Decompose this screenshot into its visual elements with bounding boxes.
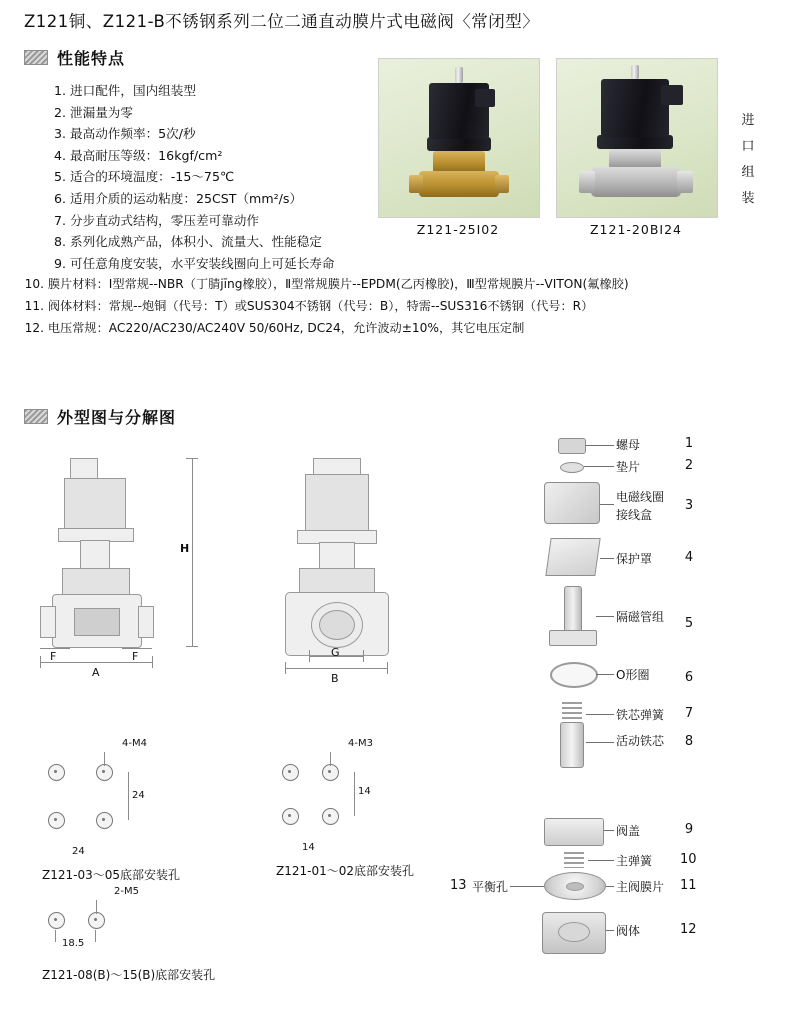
part-graphic-core-spring — [562, 702, 582, 720]
list-item-text: 膜片材料：Ⅰ型常规--NBR（丁腈jīng橡胶），Ⅱ型常规膜片--EPDM(乙丙橡胶)，Ⅲ型常规膜片--VITON(氟橡胶) — [47, 277, 629, 292]
part-label: 螺母 — [616, 438, 641, 452]
list-item-text: 适合的环境温度：-15～75℃ — [70, 169, 235, 185]
list-item-number: 9. — [53, 255, 66, 271]
section-marker-icon — [24, 50, 48, 65]
list-item-text: 分步直动式结构，零压差可靠动作 — [70, 212, 259, 228]
part-number: 9 — [684, 822, 694, 837]
list-item-number: 12. — [24, 320, 44, 335]
part-graphic-nut — [558, 438, 586, 454]
dimension-label-b: B — [331, 672, 339, 685]
outline-drawing-side-view — [40, 450, 270, 700]
part-label-balance-hole: 平衡孔 — [472, 880, 509, 894]
list-item-number: 8. — [53, 234, 66, 250]
photo-side-note: 进口组装 — [741, 113, 757, 206]
list-item-text: 电压常规：AC220/AC230/AC240V 50/60Hz, DC24，允许波动±10%，其它电压定制 — [47, 320, 525, 335]
list-item-text: 泄漏量为零 — [70, 104, 133, 120]
part-graphic-tube-plate — [549, 630, 597, 646]
photo-caption: Z121-20BⅠ24 — [589, 222, 682, 237]
section-title: 性能特点 — [57, 49, 126, 68]
part-graphic-washer — [560, 462, 584, 473]
list-item-text: 适用介质的运动粘度：25CST（mm²/s） — [70, 190, 303, 206]
part-label: 主弹簧 — [616, 854, 653, 868]
part-number: 4 — [684, 550, 694, 565]
list-item-number: 11. — [24, 298, 44, 313]
list-item — [22, 296, 594, 318]
dimension-horizontal: 24 — [72, 846, 85, 857]
part-number: 7 — [684, 706, 694, 721]
thread-label: 2-M5 — [114, 886, 139, 897]
part-number: 5 — [684, 616, 694, 631]
part-label: O形圈 — [616, 668, 650, 682]
section-header-features — [24, 46, 125, 69]
part-graphic-moving-core — [560, 722, 584, 768]
dimension-label-g: G — [331, 646, 340, 659]
dimension-vertical: 14 — [358, 786, 371, 797]
list-item — [22, 318, 564, 340]
part-number: 13 — [450, 878, 467, 893]
section-title: 外型图与分解图 — [57, 408, 177, 427]
product-photo-steel — [556, 58, 718, 218]
dimension-horizontal: 18.5 — [62, 938, 85, 949]
page-title: Z121铜、Z121-B不锈钢系列二位二通直动膜片式电磁阀〈常闭型〉 — [24, 12, 540, 31]
part-label: 阀体 — [616, 924, 641, 938]
list-item — [22, 274, 629, 296]
list-item-text: 进口配件，国内组装型 — [70, 83, 196, 98]
part-graphic-oring — [550, 662, 598, 688]
pattern-caption: Z121-03～05底部安装孔 — [42, 868, 180, 882]
list-item-text: 系列化成熟产品，体积小、流量大、性能稳定 — [70, 234, 322, 250]
dimension-horizontal: 14 — [302, 842, 315, 853]
part-graphic-coil — [544, 482, 600, 524]
list-item-text: 最高动作频率：5次/秒 — [70, 126, 196, 142]
part-label: 铁芯弹簧 — [616, 708, 665, 722]
part-graphic-main-spring — [564, 852, 584, 868]
part-number: 1 — [684, 436, 694, 451]
part-number: 8 — [684, 734, 694, 749]
dimension-label-h: H — [180, 542, 190, 555]
part-number: 11 — [680, 878, 697, 893]
list-item-number: 5. — [53, 169, 66, 185]
dimension-label-f-right: F — [132, 650, 139, 663]
part-graphic-valve-cap — [544, 818, 604, 846]
part-number: 6 — [684, 670, 694, 685]
list-item-text: 阀体材料：常规--炮铜（代号：T）或SUS304不锈钢（代号：B），特需--SUS316不锈钢（代号：R） — [47, 298, 594, 313]
exploded-view — [450, 430, 800, 1005]
list-item-number: 2. — [53, 104, 66, 120]
dimension-label-a: A — [92, 666, 100, 679]
part-label: 主阀膜片 — [616, 880, 665, 894]
part-label: 接线盒 — [616, 508, 653, 522]
pattern-caption: Z121-08(B)～15(B)底部安装孔 — [42, 968, 216, 982]
product-photo-brass — [378, 58, 540, 218]
part-label: 保护罩 — [616, 552, 653, 566]
list-item-number: 1. — [53, 83, 66, 98]
pattern-caption: Z121-01～02底部安装孔 — [276, 864, 414, 878]
section-marker-icon — [24, 409, 48, 424]
list-item-number: 10. — [24, 277, 44, 292]
list-item-number: 7. — [53, 212, 66, 228]
thread-label: 4-M4 — [122, 738, 147, 749]
section-header-drawings — [24, 405, 176, 428]
part-label: 阀盖 — [616, 824, 641, 838]
thread-label: 4-M3 — [348, 738, 373, 749]
list-item-number: 6. — [53, 190, 66, 206]
dimension-vertical: 24 — [132, 790, 145, 801]
part-number: 12 — [680, 922, 697, 937]
list-item-number: 3. — [53, 126, 66, 142]
list-item-text: 最高耐压等级：16kgf/cm² — [70, 147, 223, 163]
part-label: 电磁线圈 — [616, 490, 665, 504]
outline-drawing-front-view — [275, 450, 495, 700]
list-item — [44, 253, 564, 275]
part-number: 3 — [684, 498, 694, 513]
part-label: 垫片 — [616, 460, 641, 474]
list-item-text: 可任意角度安装，水平安装线圈向上可延长寿命 — [70, 255, 335, 271]
part-label: 隔磁管组 — [616, 610, 665, 624]
dimension-label-f-left: F — [50, 650, 57, 663]
photo-caption: Z121-25Ⅰ02 — [416, 222, 500, 237]
list-item-number: 4. — [53, 147, 66, 163]
part-number: 2 — [684, 458, 694, 473]
part-graphic-cover — [545, 538, 600, 576]
part-label: 活动铁芯 — [616, 734, 665, 748]
part-graphic-tube — [564, 586, 582, 634]
part-number: 10 — [680, 852, 697, 867]
